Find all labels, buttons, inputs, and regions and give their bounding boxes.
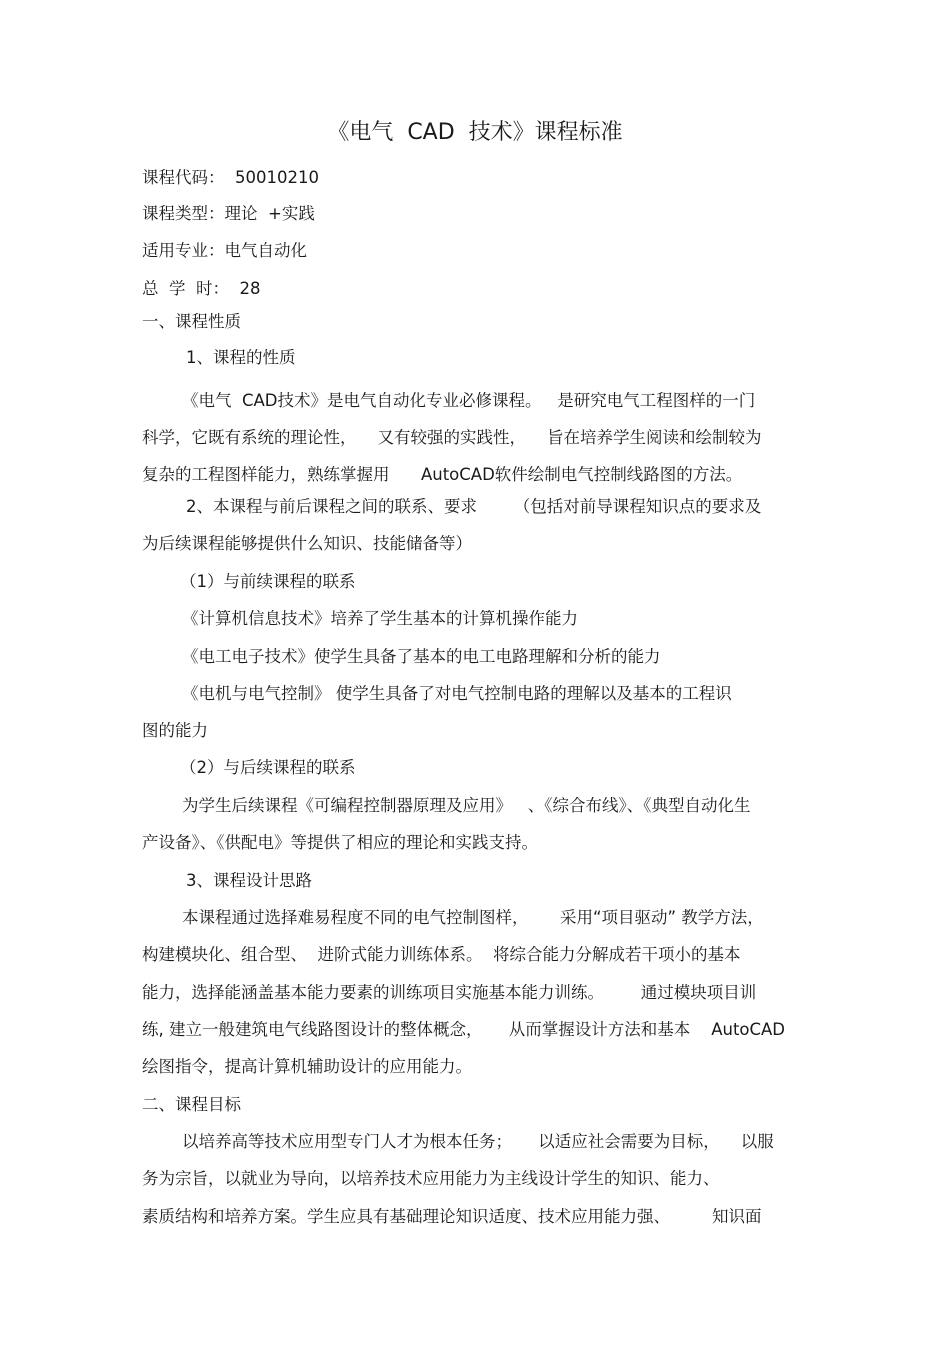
paragraph-line: 《电气 CAD技术》是电气自动化专业必修课程。 是研究电气工程图样的一门 — [182, 391, 756, 410]
subsection-1-heading: 1、课程的性质 — [186, 348, 296, 367]
paragraph-line: 能力，选择能涵盖基本能力要素的训练项目实施基本能力训练。 通过模块项目训 — [142, 983, 757, 1002]
section-2-heading: 二、课程目标 — [142, 1095, 241, 1114]
subsection-3-heading: 3、课程设计思路 — [186, 871, 312, 890]
paragraph-line: 《计算机信息技术》培养了学生基本的计算机操作能力 — [182, 609, 578, 628]
paragraph-line: 绘图指令，提高计算机辅助设计的应用能力。 — [142, 1057, 472, 1076]
paragraph-line: 科学，它既有系统的理论性， 又有较强的实践性， 旨在培养学生阅读和绘制较为 — [142, 428, 762, 447]
paragraph-line: 素质结构和培养方案。学生应具有基础理论知识适度、技术应用能力强、 知识面 — [142, 1207, 762, 1226]
paragraph-line: 《电工电子技术》使学生具备了基本的电工电路理解和分析的能力 — [182, 647, 661, 666]
paragraph-line: 为学生后续课程《可编程控制器原理及应用》 、《综合布线》、《典型自动化生 — [182, 796, 751, 815]
course-code: 课程代码： 50010210 — [142, 168, 319, 187]
total-hours: 总 学 时： 28 — [142, 279, 261, 298]
subsection-2-heading: 2、本课程与前后课程之间的联系、要求 （包括对前导课程知识点的要求及 — [186, 497, 762, 516]
section-1-heading: 一、课程性质 — [142, 312, 241, 331]
paragraph-line: 以培养高等技术应用型专门人才为根本任务； 以适应社会需要为目标， 以服 — [182, 1132, 774, 1151]
course-type: 课程类型：理论 +实践 — [142, 204, 315, 223]
prev-courses-heading: （1）与前续课程的联系 — [180, 572, 356, 591]
paragraph-line: 复杂的工程图样能力，熟练掌握用 AutoCAD软件绘制电气控制线路图的方法。 — [142, 465, 743, 484]
applicable-major: 适用专业：电气自动化 — [142, 241, 307, 260]
paragraph-line: 产设备》、《供配电》等提供了相应的理论和实践支持。 — [142, 833, 538, 852]
paragraph-line: 《电机与电气控制》 使学生具备了对电气控制电路的理解以及基本的工程识 — [182, 684, 732, 703]
next-courses-heading: （2）与后续课程的联系 — [180, 758, 356, 777]
paragraph-line: 构建模块化、组合型、 进阶式能力训练体系。 将综合能力分解成若干项小的基本 — [142, 945, 741, 964]
paragraph-line: 练, 建立一般建筑电气线路图设计的整体概念， 从而掌握设计方法和基本 AutoCAD — [142, 1020, 786, 1039]
subsection-2-heading-cont: 为后续课程能够提供什么知识、技能储备等） — [142, 534, 472, 553]
paragraph-line: 务为宗旨，以就业为导向，以培养技术应用能力为主线设计学生的知识、能力、 — [142, 1169, 720, 1188]
paragraph-line: 本课程通过选择难易程度不同的电气控制图样， 采用“项目驱动” 教学方法， — [182, 908, 764, 927]
paragraph-line: 图的能力 — [142, 721, 208, 740]
document-title: 《电气 CAD 技术》课程标准 — [327, 120, 623, 145]
